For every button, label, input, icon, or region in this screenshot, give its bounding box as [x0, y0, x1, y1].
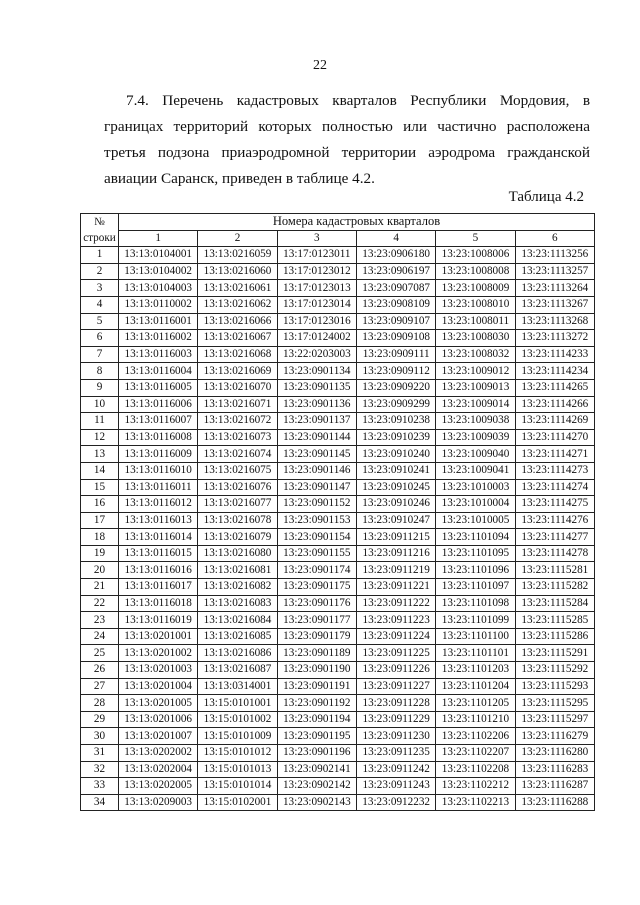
- cadastral-number-cell: 13:23:1101205: [436, 695, 515, 712]
- cadastral-number-cell: 13:23:0907087: [356, 280, 435, 297]
- cadastral-number-cell: 13:23:0901175: [277, 579, 356, 596]
- cadastral-number-cell: 13:23:0901152: [277, 496, 356, 513]
- cadastral-number-cell: 13:13:0116015: [119, 545, 198, 562]
- cadastral-number-cell: 13:13:0201006: [119, 711, 198, 728]
- cadastral-number-cell: 13:23:1101096: [436, 562, 515, 579]
- cadastral-number-cell: 13:23:0910246: [356, 496, 435, 513]
- cadastral-number-cell: 13:23:0901144: [277, 429, 356, 446]
- cadastral-number-cell: 13:23:0911222: [356, 595, 435, 612]
- cadastral-number-cell: 13:13:0216061: [198, 280, 277, 297]
- cadastral-number-cell: 13:23:0901194: [277, 711, 356, 728]
- intro-paragraph: [104, 88, 590, 192]
- table-row: [81, 379, 595, 396]
- cadastral-number-cell: 13:23:1102207: [436, 745, 515, 762]
- cadastral-number-cell: 13:13:0216071: [198, 396, 277, 413]
- table-row: [81, 645, 595, 662]
- cadastral-number-cell: 13:13:0202005: [119, 778, 198, 795]
- table-row: [81, 529, 595, 546]
- cadastral-number-cell: 13:23:0901154: [277, 529, 356, 546]
- row-number-cell: 26: [81, 662, 119, 679]
- cadastral-number-cell: 13:13:0216072: [198, 413, 277, 430]
- row-number-cell: 31: [81, 745, 119, 762]
- column-header: 4: [356, 230, 435, 247]
- table-row: [81, 396, 595, 413]
- cadastral-number-cell: 13:13:0216068: [198, 346, 277, 363]
- cadastral-number-cell: 13:23:1102208: [436, 761, 515, 778]
- cadastral-number-cell: 13:15:0101014: [198, 778, 277, 795]
- cadastral-number-cell: 13:13:0216069: [198, 363, 277, 380]
- cadastral-number-cell: 13:23:1115291: [515, 645, 594, 662]
- cadastral-number-cell: 13:23:1114274: [515, 479, 594, 496]
- cadastral-number-cell: 13:23:0910247: [356, 512, 435, 529]
- cadastral-number-cell: 13:13:0216062: [198, 296, 277, 313]
- cadastral-number-cell: 13:13:0202004: [119, 761, 198, 778]
- cadastral-number-cell: 13:13:0209003: [119, 794, 198, 811]
- cadastral-number-cell: 13:23:1115295: [515, 695, 594, 712]
- cadastral-number-cell: 13:23:1101101: [436, 645, 515, 662]
- row-number-cell: 17: [81, 512, 119, 529]
- cadastral-quarters-table: [80, 213, 595, 811]
- cadastral-number-cell: 13:17:0123014: [277, 296, 356, 313]
- cadastral-number-cell: 13:23:0910241: [356, 462, 435, 479]
- cadastral-number-cell: 13:23:0911227: [356, 678, 435, 695]
- cadastral-number-cell: 13:13:0104002: [119, 263, 198, 280]
- row-number-cell: 16: [81, 496, 119, 513]
- cadastral-number-cell: 13:13:0116004: [119, 363, 198, 380]
- cadastral-number-cell: 13:13:0216074: [198, 446, 277, 463]
- cadastral-number-cell: 13:23:1113268: [515, 313, 594, 330]
- cadastral-number-cell: 13:17:0123012: [277, 263, 356, 280]
- table-row: [81, 628, 595, 645]
- cadastral-number-cell: 13:13:0216083: [198, 595, 277, 612]
- cadastral-number-cell: 13:23:1008009: [436, 280, 515, 297]
- table-row: [81, 413, 595, 430]
- cadastral-number-cell: 13:23:0911225: [356, 645, 435, 662]
- cadastral-number-cell: 13:23:0901196: [277, 745, 356, 762]
- cadastral-number-cell: 13:23:0909299: [356, 396, 435, 413]
- table-row: [81, 429, 595, 446]
- cadastral-number-cell: 13:23:1101204: [436, 678, 515, 695]
- row-number-cell: 20: [81, 562, 119, 579]
- table-row: [81, 761, 595, 778]
- row-number-cell: 7: [81, 346, 119, 363]
- group-header: Номера кадастровых кварталов: [119, 214, 595, 231]
- cadastral-number-cell: 13:23:1009040: [436, 446, 515, 463]
- row-number-cell: 3: [81, 280, 119, 297]
- cadastral-number-cell: 13:23:0911226: [356, 662, 435, 679]
- row-number-cell: 5: [81, 313, 119, 330]
- cadastral-number-cell: 13:23:0906180: [356, 247, 435, 264]
- cadastral-number-cell: 13:13:0216073: [198, 429, 277, 446]
- cadastral-number-cell: 13:23:1008006: [436, 247, 515, 264]
- cadastral-number-cell: 13:23:0910238: [356, 413, 435, 430]
- cadastral-number-cell: 13:15:0101001: [198, 695, 277, 712]
- cadastral-number-cell: 13:13:0116009: [119, 446, 198, 463]
- cadastral-number-cell: 13:23:1115297: [515, 711, 594, 728]
- cadastral-number-cell: 13:23:1114269: [515, 413, 594, 430]
- cadastral-number-cell: 13:13:0216087: [198, 662, 277, 679]
- cadastral-number-cell: 13:13:0201002: [119, 645, 198, 662]
- table-row: [81, 778, 595, 795]
- table-row: [81, 662, 595, 679]
- column-header: 5: [436, 230, 515, 247]
- column-header: 2: [198, 230, 277, 247]
- cadastral-number-cell: 13:23:0911235: [356, 745, 435, 762]
- column-header: 3: [277, 230, 356, 247]
- cadastral-number-cell: 13:23:0909220: [356, 379, 435, 396]
- row-number-cell: 9: [81, 379, 119, 396]
- table-row: [81, 280, 595, 297]
- cadastral-number-cell: 13:13:0116003: [119, 346, 198, 363]
- cadastral-number-cell: 13:23:0910240: [356, 446, 435, 463]
- row-number-header-sub: строки: [81, 230, 119, 247]
- table-header-row-1: [81, 214, 595, 231]
- cadastral-number-cell: 13:23:1102206: [436, 728, 515, 745]
- table-row: [81, 512, 595, 529]
- cadastral-number-cell: 13:23:0909108: [356, 330, 435, 347]
- table-row: [81, 545, 595, 562]
- table-row: [81, 678, 595, 695]
- cadastral-number-cell: 13:13:0116012: [119, 496, 198, 513]
- cadastral-number-cell: 13:23:1115293: [515, 678, 594, 695]
- row-number-cell: 19: [81, 545, 119, 562]
- cadastral-number-cell: 13:23:1101100: [436, 628, 515, 645]
- cadastral-number-cell: 13:23:0911215: [356, 529, 435, 546]
- cadastral-number-cell: 13:23:0901195: [277, 728, 356, 745]
- cadastral-number-cell: 13:23:0901177: [277, 612, 356, 629]
- row-number-cell: 6: [81, 330, 119, 347]
- cadastral-number-cell: 13:13:0201007: [119, 728, 198, 745]
- cadastral-number-cell: 13:13:0201003: [119, 662, 198, 679]
- cadastral-number-cell: 13:23:1114234: [515, 363, 594, 380]
- table-row: [81, 595, 595, 612]
- table-row: [81, 313, 595, 330]
- row-number-cell: 29: [81, 711, 119, 728]
- cadastral-number-cell: 13:23:1008011: [436, 313, 515, 330]
- cadastral-number-cell: 13:23:1113267: [515, 296, 594, 313]
- cadastral-number-cell: 13:23:1114266: [515, 396, 594, 413]
- cadastral-number-cell: 13:13:0116007: [119, 413, 198, 430]
- cadastral-number-cell: 13:13:0116006: [119, 396, 198, 413]
- cadastral-number-cell: 13:13:0216086: [198, 645, 277, 662]
- cadastral-number-cell: 13:13:0216076: [198, 479, 277, 496]
- row-number-cell: 28: [81, 695, 119, 712]
- cadastral-number-cell: 13:23:1116280: [515, 745, 594, 762]
- cadastral-number-cell: 13:13:0314001: [198, 678, 277, 695]
- cadastral-number-cell: 13:23:1010005: [436, 512, 515, 529]
- row-number-cell: 33: [81, 778, 119, 795]
- table-row: [81, 263, 595, 280]
- table-row: [81, 728, 595, 745]
- row-number-cell: 14: [81, 462, 119, 479]
- cadastral-number-cell: 13:13:0216070: [198, 379, 277, 396]
- cadastral-number-cell: 13:23:1115284: [515, 595, 594, 612]
- cadastral-number-cell: 13:13:0116016: [119, 562, 198, 579]
- cadastral-number-cell: 13:13:0104003: [119, 280, 198, 297]
- cadastral-number-cell: 13:23:1102212: [436, 778, 515, 795]
- cadastral-number-cell: 13:13:0216079: [198, 529, 277, 546]
- cadastral-number-cell: 13:23:0901153: [277, 512, 356, 529]
- table-row: [81, 745, 595, 762]
- cadastral-number-cell: 13:23:1113272: [515, 330, 594, 347]
- cadastral-number-cell: 13:13:0116018: [119, 595, 198, 612]
- cadastral-number-cell: 13:23:0911229: [356, 711, 435, 728]
- cadastral-number-cell: 13:23:1010004: [436, 496, 515, 513]
- cadastral-number-cell: 13:13:0116013: [119, 512, 198, 529]
- cadastral-number-cell: 13:13:0216084: [198, 612, 277, 629]
- cadastral-number-cell: 13:23:0901155: [277, 545, 356, 562]
- cadastral-number-cell: 13:23:1114278: [515, 545, 594, 562]
- cadastral-number-cell: 13:13:0216078: [198, 512, 277, 529]
- cadastral-number-cell: 13:23:0909111: [356, 346, 435, 363]
- cadastral-number-cell: 13:13:0216059: [198, 247, 277, 264]
- cadastral-number-cell: 13:23:0910239: [356, 429, 435, 446]
- page-number: 22: [313, 58, 327, 73]
- cadastral-number-cell: 13:23:0909112: [356, 363, 435, 380]
- cadastral-number-cell: 13:23:0901176: [277, 595, 356, 612]
- cadastral-number-cell: 13:15:0101012: [198, 745, 277, 762]
- cadastral-number-cell: 13:23:1008030: [436, 330, 515, 347]
- cadastral-number-cell: 13:23:1116279: [515, 728, 594, 745]
- cadastral-number-cell: 13:13:0116008: [119, 429, 198, 446]
- cadastral-number-cell: 13:23:0911243: [356, 778, 435, 795]
- cadastral-number-cell: 13:23:0911223: [356, 612, 435, 629]
- cadastral-number-cell: 13:23:1115282: [515, 579, 594, 596]
- cadastral-number-cell: 13:13:0116017: [119, 579, 198, 596]
- cadastral-number-cell: 13:23:1114275: [515, 496, 594, 513]
- row-number-cell: 24: [81, 628, 119, 645]
- cadastral-number-cell: 13:22:0203003: [277, 346, 356, 363]
- table-row: [81, 330, 595, 347]
- cadastral-number-cell: 13:13:0202002: [119, 745, 198, 762]
- cadastral-number-cell: 13:23:1009013: [436, 379, 515, 396]
- cadastral-number-cell: 13:23:1009041: [436, 462, 515, 479]
- cadastral-number-cell: 13:13:0216075: [198, 462, 277, 479]
- cadastral-number-cell: 13:23:0901179: [277, 628, 356, 645]
- table-row: [81, 579, 595, 596]
- column-header: 6: [515, 230, 594, 247]
- cadastral-number-cell: 13:23:1113264: [515, 280, 594, 297]
- cadastral-number-cell: 13:23:0902141: [277, 761, 356, 778]
- cadastral-number-cell: 13:23:1114265: [515, 379, 594, 396]
- cadastral-number-cell: 13:13:0116002: [119, 330, 198, 347]
- cadastral-number-cell: 13:23:1008032: [436, 346, 515, 363]
- cadastral-number-cell: 13:15:0102001: [198, 794, 277, 811]
- cadastral-number-cell: 13:23:0902142: [277, 778, 356, 795]
- cadastral-number-cell: 13:23:1114276: [515, 512, 594, 529]
- row-number-cell: 11: [81, 413, 119, 430]
- cadastral-number-cell: 13:23:0909107: [356, 313, 435, 330]
- row-number-header: №: [81, 214, 119, 231]
- row-number-cell: 4: [81, 296, 119, 313]
- cadastral-number-cell: 13:23:0906197: [356, 263, 435, 280]
- cadastral-number-cell: 13:13:0201004: [119, 678, 198, 695]
- table-row: [81, 363, 595, 380]
- cadastral-number-cell: 13:13:0216082: [198, 579, 277, 596]
- cadastral-number-cell: 13:23:0901192: [277, 695, 356, 712]
- cadastral-number-cell: 13:13:0116011: [119, 479, 198, 496]
- cadastral-number-cell: 13:23:1115281: [515, 562, 594, 579]
- cadastral-number-cell: 13:23:1113256: [515, 247, 594, 264]
- cadastral-number-cell: 13:23:1101210: [436, 711, 515, 728]
- cadastral-number-cell: 13:23:1101094: [436, 529, 515, 546]
- table-row: [81, 612, 595, 629]
- cadastral-number-cell: 13:17:0123011: [277, 247, 356, 264]
- table-row: [81, 479, 595, 496]
- cadastral-number-cell: 13:23:0911230: [356, 728, 435, 745]
- cadastral-number-cell: 13:23:0911221: [356, 579, 435, 596]
- cadastral-number-cell: 13:23:1010003: [436, 479, 515, 496]
- table-row: [81, 794, 595, 811]
- cadastral-number-cell: 13:23:1115292: [515, 662, 594, 679]
- table-row: [81, 462, 595, 479]
- cadastral-number-cell: 13:23:1101099: [436, 612, 515, 629]
- cadastral-number-cell: 13:23:0901135: [277, 379, 356, 396]
- cadastral-number-cell: 13:13:0104001: [119, 247, 198, 264]
- cadastral-number-cell: 13:23:0911224: [356, 628, 435, 645]
- cadastral-number-cell: 13:23:0911242: [356, 761, 435, 778]
- cadastral-number-cell: 13:23:0912232: [356, 794, 435, 811]
- cadastral-number-cell: 13:23:0901174: [277, 562, 356, 579]
- cadastral-number-cell: 13:13:0201005: [119, 695, 198, 712]
- cadastral-number-cell: 13:15:0101002: [198, 711, 277, 728]
- row-number-cell: 1: [81, 247, 119, 264]
- cadastral-number-cell: 13:23:0901137: [277, 413, 356, 430]
- row-number-cell: 22: [81, 595, 119, 612]
- table-row: [81, 346, 595, 363]
- cadastral-number-cell: 13:13:0216077: [198, 496, 277, 513]
- cadastral-number-cell: 13:23:1114233: [515, 346, 594, 363]
- cadastral-number-cell: 13:23:1101097: [436, 579, 515, 596]
- row-number-cell: 10: [81, 396, 119, 413]
- cadastral-number-cell: 13:13:0216067: [198, 330, 277, 347]
- cadastral-number-cell: 13:23:1116283: [515, 761, 594, 778]
- cadastral-number-cell: 13:23:1102213: [436, 794, 515, 811]
- cadastral-number-cell: 13:17:0123013: [277, 280, 356, 297]
- cadastral-number-cell: 13:13:0201001: [119, 628, 198, 645]
- cadastral-number-cell: 13:23:1114277: [515, 529, 594, 546]
- cadastral-number-cell: 13:23:0901147: [277, 479, 356, 496]
- cadastral-number-cell: 13:23:0911228: [356, 695, 435, 712]
- column-header: 1: [119, 230, 198, 247]
- row-number-cell: 18: [81, 529, 119, 546]
- row-number-cell: 32: [81, 761, 119, 778]
- table-row: [81, 711, 595, 728]
- cadastral-number-cell: 13:23:0901189: [277, 645, 356, 662]
- row-number-cell: 13: [81, 446, 119, 463]
- table-row: [81, 562, 595, 579]
- cadastral-number-cell: 13:13:0116005: [119, 379, 198, 396]
- row-number-cell: 15: [81, 479, 119, 496]
- row-number-cell: 27: [81, 678, 119, 695]
- cadastral-number-cell: 13:23:1114271: [515, 446, 594, 463]
- cadastral-number-cell: 13:23:1101095: [436, 545, 515, 562]
- cadastral-number-cell: 13:17:0124002: [277, 330, 356, 347]
- row-number-cell: 2: [81, 263, 119, 280]
- row-number-cell: 8: [81, 363, 119, 380]
- row-number-cell: 21: [81, 579, 119, 596]
- row-number-cell: 23: [81, 612, 119, 629]
- table-row: [81, 496, 595, 513]
- cadastral-number-cell: 13:23:0901190: [277, 662, 356, 679]
- table-caption: Таблица 4.2: [508, 189, 584, 205]
- cadastral-number-cell: 13:23:1114270: [515, 429, 594, 446]
- cadastral-number-cell: 13:13:0116010: [119, 462, 198, 479]
- cadastral-number-cell: 13:13:0116001: [119, 313, 198, 330]
- cadastral-number-cell: 13:15:0101013: [198, 761, 277, 778]
- cadastral-number-cell: 13:23:0910245: [356, 479, 435, 496]
- cadastral-number-cell: 13:23:1115286: [515, 628, 594, 645]
- row-number-cell: 12: [81, 429, 119, 446]
- cadastral-number-cell: 13:23:0908109: [356, 296, 435, 313]
- cadastral-number-cell: 13:23:1009012: [436, 363, 515, 380]
- cadastral-number-cell: 13:13:0116014: [119, 529, 198, 546]
- cadastral-number-cell: 13:23:1113257: [515, 263, 594, 280]
- cadastral-number-cell: 13:23:1114273: [515, 462, 594, 479]
- row-number-cell: 34: [81, 794, 119, 811]
- cadastral-number-cell: 13:13:0216080: [198, 545, 277, 562]
- cadastral-number-cell: 13:23:0901136: [277, 396, 356, 413]
- cadastral-number-cell: 13:23:0901146: [277, 462, 356, 479]
- cadastral-number-cell: 13:13:0216081: [198, 562, 277, 579]
- cadastral-number-cell: 13:13:0116019: [119, 612, 198, 629]
- cadastral-number-cell: 13:23:0901145: [277, 446, 356, 463]
- table-row: [81, 247, 595, 264]
- cadastral-number-cell: 13:23:1115285: [515, 612, 594, 629]
- cadastral-number-cell: 13:23:1116288: [515, 794, 594, 811]
- cadastral-number-cell: 13:23:1008008: [436, 263, 515, 280]
- table-row: [81, 695, 595, 712]
- cadastral-number-cell: 13:13:0110002: [119, 296, 198, 313]
- row-number-cell: 25: [81, 645, 119, 662]
- cadastral-number-cell: 13:13:0216060: [198, 263, 277, 280]
- cadastral-number-cell: 13:23:1008010: [436, 296, 515, 313]
- table-row: [81, 296, 595, 313]
- cadastral-number-cell: 13:23:1116287: [515, 778, 594, 795]
- cadastral-number-cell: 13:23:0901134: [277, 363, 356, 380]
- cadastral-number-cell: 13:23:1009038: [436, 413, 515, 430]
- cadastral-number-cell: 13:13:0216066: [198, 313, 277, 330]
- table-header-row-2: [81, 230, 595, 247]
- cadastral-number-cell: 13:23:0911216: [356, 545, 435, 562]
- row-number-cell: 30: [81, 728, 119, 745]
- cadastral-number-cell: 13:23:0902143: [277, 794, 356, 811]
- table-body: [81, 247, 595, 811]
- cadastral-number-cell: 13:15:0101009: [198, 728, 277, 745]
- cadastral-number-cell: 13:23:0901191: [277, 678, 356, 695]
- intro-text: 7.4. Перечень кадастровых кварталов Республики Мордовия, в границах территорий которых полностью или частично расположена третья подзона приаэродромной территории аэродрома гражданской авиации Саранск, приведен в таблице 4.2.: [104, 92, 590, 187]
- table-row: [81, 446, 595, 463]
- cadastral-number-cell: 13:13:0216085: [198, 628, 277, 645]
- cadastral-number-cell: 13:23:1101098: [436, 595, 515, 612]
- cadastral-number-cell: 13:23:1101203: [436, 662, 515, 679]
- cadastral-number-cell: 13:23:1009039: [436, 429, 515, 446]
- cadastral-number-cell: 13:23:0911219: [356, 562, 435, 579]
- cadastral-number-cell: 13:17:0123016: [277, 313, 356, 330]
- cadastral-number-cell: 13:23:1009014: [436, 396, 515, 413]
